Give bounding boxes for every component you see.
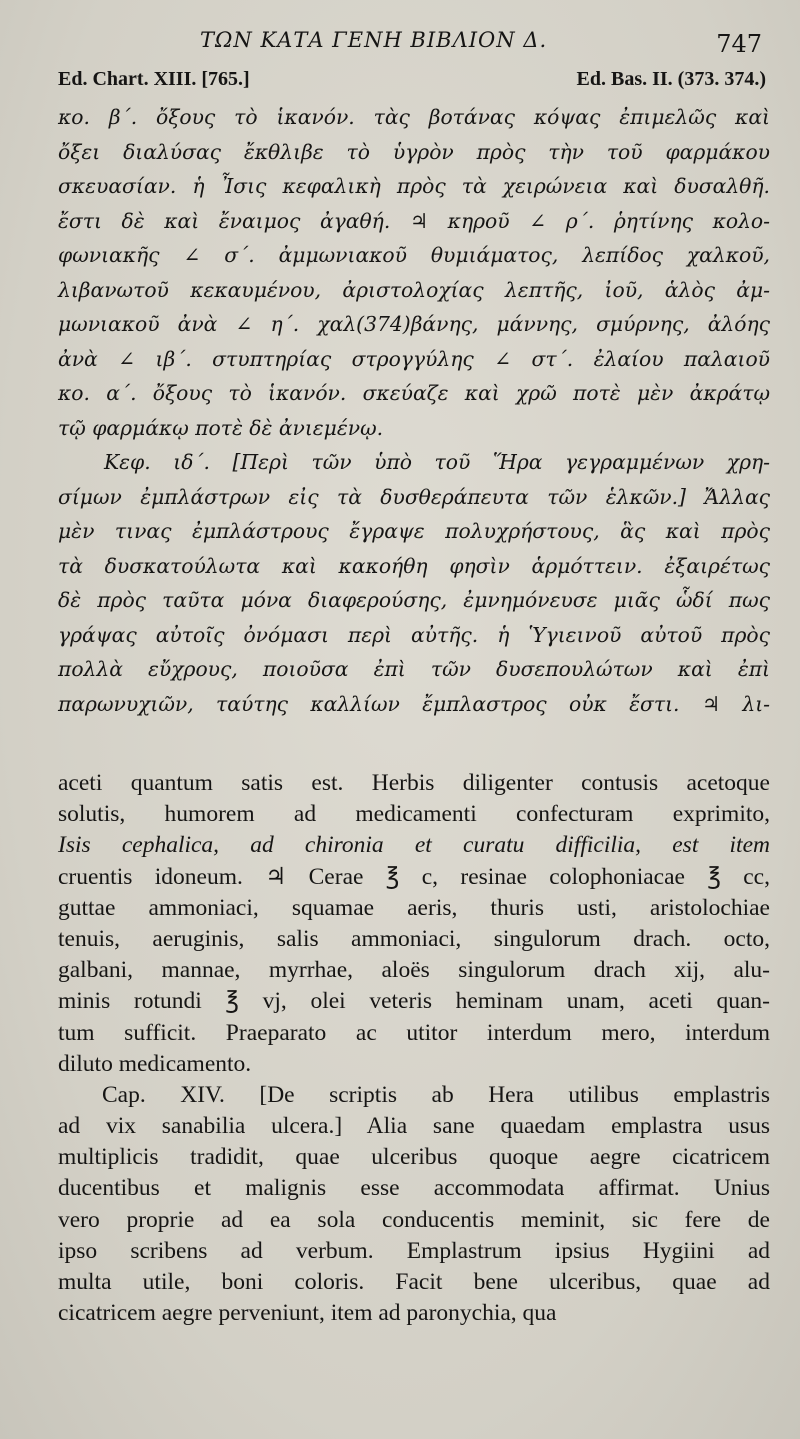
- greek-line: παρωνυχιῶν, ταύτης καλλίων ἔμπλαστρος οὐκ ἔστι. ♃ λι-: [58, 691, 770, 716]
- greek-line: λιβανωτοῦ κεκαυμένου, ἀριστολοχίας λεπτῆς, ἰοῦ, ἁλὸς ἀμ-: [58, 277, 770, 302]
- greek-text-block: [58, 100, 770, 721]
- latin-line: tenuis, aeruginis, salis ammoniaci, singulorum drach. octo,: [58, 925, 770, 952]
- greek-chapter-heading-line: Κεφ. ιδ΄. [Περὶ τῶν ὑπὸ τοῦ Ἥρα γεγραμμένων χρη-: [104, 450, 770, 474]
- greek-line: σκευασίαν. ἡ Ἶσις κεφαλικὴ πρὸς τὰ χειρώνεια καὶ δυσαλθῆ.: [58, 174, 770, 198]
- greek-line: σίμων ἐμπλάστρων εἰς τὰ δυσθεράπευτα τῶν ἑλκῶν.] Ἄλλας: [58, 484, 770, 509]
- latin-line: diluto medicamento.: [58, 1050, 252, 1077]
- running-head: [0, 26, 800, 56]
- latin-line: ad vix sanabilia ulcera.] Alia sane quaedam emplastra usus: [58, 1113, 770, 1140]
- greek-line: τῷ φαρμάκῳ ποτὲ δὲ ἀνιεμένῳ.: [58, 415, 384, 440]
- edition-reference-line: [58, 68, 766, 94]
- latin-line: ducentibus et malignis esse accommodata affirmat. Unius: [58, 1175, 770, 1202]
- greek-line: φωνιακῆς ∠ σ΄. ἀμμωνιακοῦ θυμιάματος, λεπίδος χαλκοῦ,: [58, 243, 770, 267]
- latin-line: multa utile, boni coloris. Facit bene ulceribus, quae ad: [58, 1269, 770, 1295]
- latin-line: cruentis idoneum. ♃ Cerae ℥ c, resinae colophoniacae ℥ cc,: [58, 863, 770, 890]
- latin-line: tum sufficit. Praeparato ac utitor interdum mero, interdum: [58, 1019, 770, 1046]
- latin-text-block: [58, 768, 770, 1329]
- greek-line: κο. β΄. ὄξους τὸ ἱκανόν. τὰς βοτάνας κόψας ἐπιμελῶς καὶ: [58, 105, 770, 129]
- page-number: 747: [716, 30, 762, 58]
- greek-line: γράψας αὐτοῖς ὀνόμασι περὶ αὐτῆς. ἡ Ὑγιεινοῦ αὐτοῦ πρὸς: [58, 622, 770, 647]
- latin-chapter-heading-line: Cap. XIV. [De scriptis ab Hera utilibus emplastris: [102, 1081, 770, 1108]
- latin-line: multiplicis tradidit, quae ulceribus quoque aegre cicatricem: [58, 1144, 770, 1171]
- greek-line: ὄξει διαλύσας ἔκθλιβε τὸ ὑγρὸν πρὸς τὴν τοῦ φαρμάκου: [58, 139, 770, 164]
- latin-line: vero proprie ad ea sola conducentis meminit, sic fere de: [58, 1206, 770, 1233]
- latin-line: galbani, mannae, myrrhae, aloës singulorum drach xij, alu-: [58, 957, 770, 984]
- greek-line: μωνιακοῦ ἀνὰ ∠ η΄. χαλ(374)βάνης, μάννης, σμύρνης, ἀλόης: [58, 312, 770, 336]
- greek-line: κο. α΄. ὄξους τὸ ἱκανόν. σκεύαζε καὶ χρῶ ποτὲ μὲν ἀκράτῳ: [58, 381, 770, 405]
- greek-line: ἔστι δὲ καὶ ἔναιμος ἀγαθή. ♃ κηροῦ ∠ ρ΄. ῥητίνης κολο-: [58, 208, 770, 233]
- greek-line: δὲ πρὸς ταῦτα μόνα διαφερούσης, ἐμνημόνευσε μιᾶς ὧδί πως: [58, 588, 770, 612]
- latin-line: ipso scribens ad verbum. Emplastrum ipsius Hygiini ad: [58, 1237, 770, 1264]
- greek-line: πολλὰ εὔχρους, ποιοῦσα ἐπὶ τῶν δυσεπουλώτων καὶ ἐπὶ: [58, 657, 770, 681]
- latin-line: solutis, humorem ad medicamenti confecturam exprimito,: [58, 801, 770, 828]
- latin-line: guttae ammoniaci, squamae aeris, thuris usti, aristolochiae: [58, 894, 770, 921]
- latin-line: Isis cephalica, ad chironia et curatu difficilia, est item: [58, 832, 770, 859]
- edition-chartier: Ed. Chart. XIII. [765.]: [58, 68, 250, 90]
- greek-line: μὲν τινας ἐμπλάστρους ἔγραψε πολυχρήστους, ἃς καὶ πρὸς: [58, 519, 770, 543]
- edition-basel: Ed. Bas. II. (373. 374.): [576, 68, 766, 90]
- greek-line: τὰ δυσκατούλωτα καὶ κακοήθη φησὶν ἁρμόττειν. ἐξαιρέτως: [58, 553, 770, 578]
- latin-line: aceti quantum satis est. Herbis diligenter contusis acetoque: [58, 770, 770, 796]
- greek-line: ἀνὰ ∠ ιβ΄. στυπτηρίας στρογγύλης ∠ στ΄. ἐλαίου παλαιοῦ: [58, 346, 770, 371]
- latin-line: minis rotundi ℥ vj, olei veteris heminam unam, aceti quan-: [58, 988, 770, 1015]
- running-title: ΤΩΝ ΚΑΤΑ ΓΕΝΗ ΒΙΒΛΙΟΝ Δ.: [200, 28, 548, 52]
- latin-line: cicatricem aegre perveniunt, item ad paronychia, qua: [58, 1300, 557, 1327]
